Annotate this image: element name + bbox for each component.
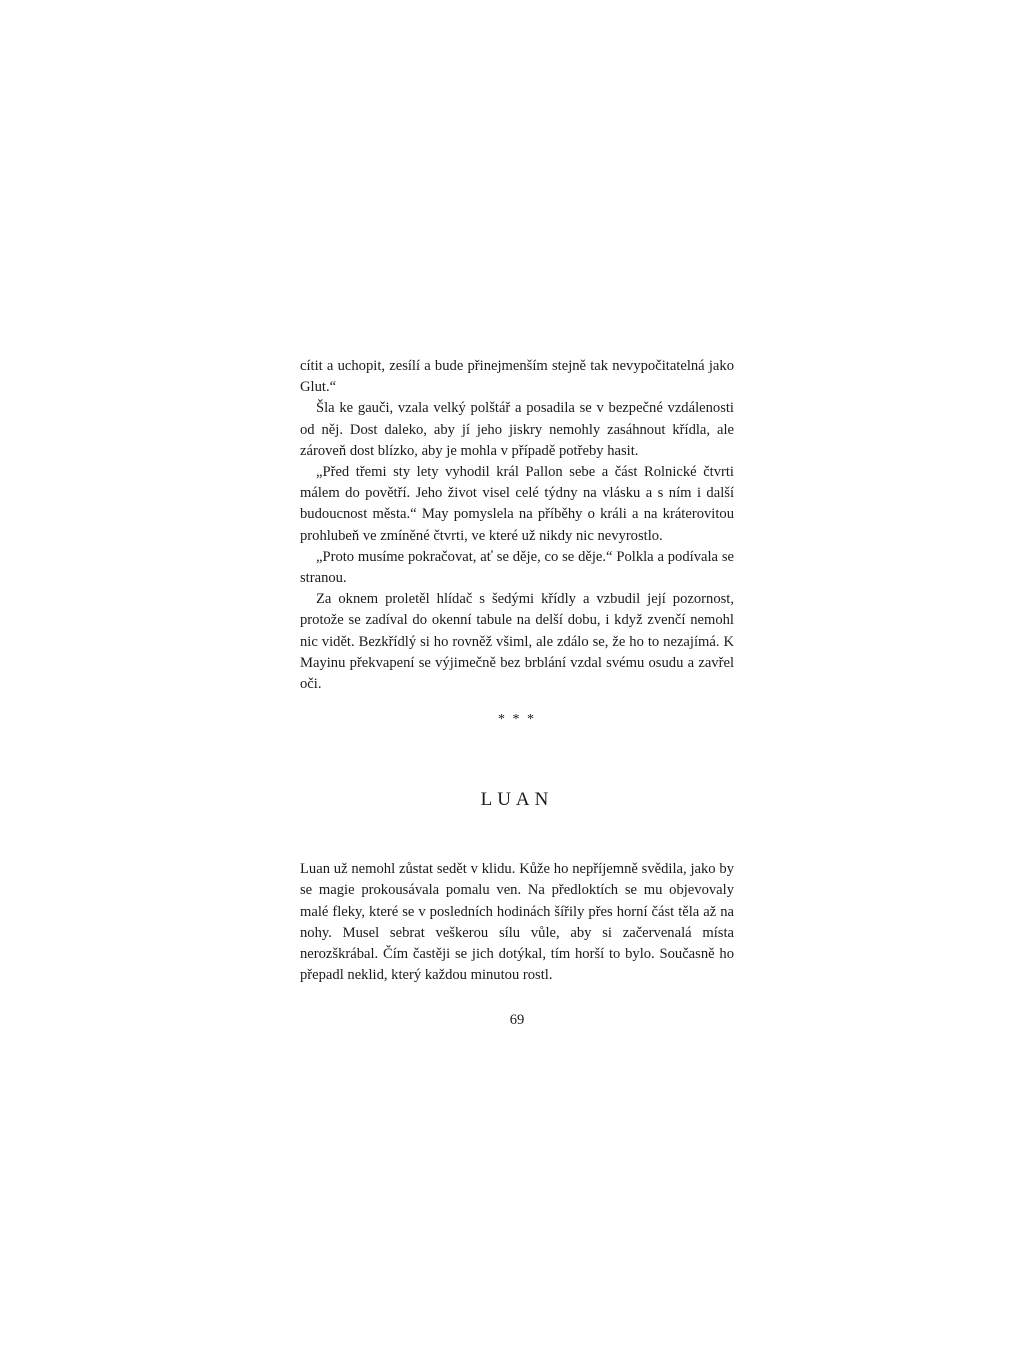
chapter-body: [300, 859, 734, 986]
paragraph: Šla ke gauči, vzala velký polštář a posadila se v bezpečné vzdálenosti od něj. Dost daleko, aby jí jeho jiskry nemohly zasáhnout křídla, ale zároveň dost blízko, aby je mohla v případě potřeby hasit.: [300, 400, 734, 459]
chapter-title: LUAN: [480, 789, 554, 811]
section-separator: * * *: [498, 712, 536, 728]
paragraph: Luan už nemohl zůstat sedět v klidu. Kůže ho nepříjemně svědila, jako by se magie prokousávala pomalu ven. Na předloktích se mu objevovaly malé fleky, které se v posledních hodinách šířily přes horní část těla až na nohy. Musel sebrat veškerou sílu vůle, aby si začervenalá místa nerozškrábal. Čím častěji se jich dotýkal, tím horší to bylo. Současně ho přepadl neklid, který každou minutou rostl.: [300, 861, 734, 984]
paragraph: Za oknem proletěl hlídač s šedými křídly a vzbudil její pozornost, protože se zadíval do okenní tabule na delší dobu, i když zvenčí nemohl nic vidět. Bezkřídlý si ho rovněž všiml, ale zdálo se, že ho to nezajímá. K Mayinu překvapení se výjimečně bez brblání vzdal svému osudu a zavřel oči.: [300, 591, 734, 693]
paragraph: cítit a uchopit, zesílí a bude přinejmenším stejně tak nevypočitatelná jako Glut.“: [300, 358, 734, 396]
paragraph: „Před třemi sty lety vyhodil král Pallon sebe a část Rolnické čtvrti málem do povětří. Jeho život visel celé týdny na vlásku a s ním i další budoucnost města.“ May pomyslela na příběhy o králi a na kráterovitou prohlubeň ve zmíněné čtvrti, ve které už nikdy nic nevyrostlo.: [300, 464, 734, 544]
page-number: 69: [509, 1012, 525, 1028]
page-text-block: [300, 356, 734, 986]
paragraph: „Proto musíme pokračovat, ať se děje, co se děje.“ Polkla a podívala se stranou.: [300, 548, 734, 587]
